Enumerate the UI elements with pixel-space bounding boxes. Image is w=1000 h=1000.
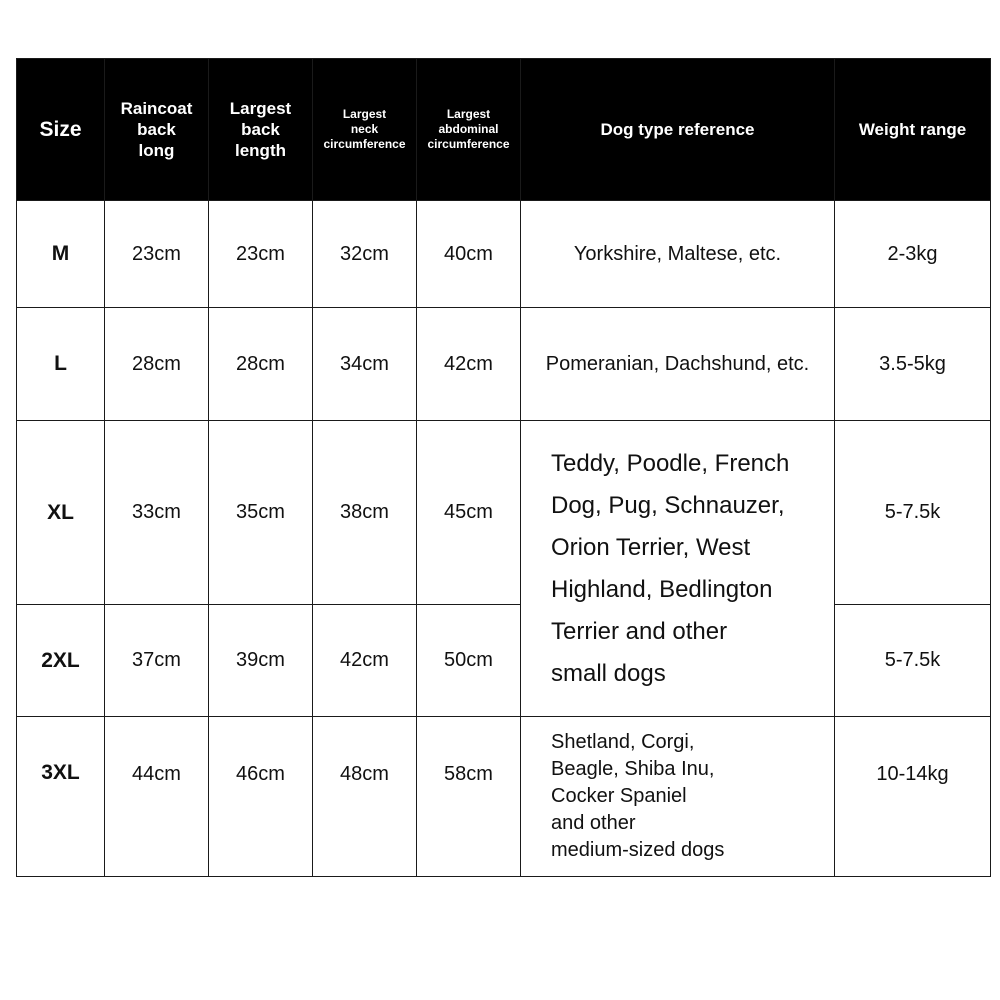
table-row xyxy=(17,201,991,308)
cell-back-long: 44cm xyxy=(105,717,209,877)
cell-weight: 2-3kg xyxy=(835,201,991,308)
table-row xyxy=(17,421,991,605)
cell-back-long: 28cm xyxy=(105,308,209,421)
cell-abdominal: 40cm xyxy=(417,201,521,308)
cell-abdominal: 58cm xyxy=(417,717,521,877)
cell-weight: 5-7.5k xyxy=(835,421,991,605)
cell-abdominal: 50cm xyxy=(417,605,521,717)
cell-back-length: 46cm xyxy=(209,717,313,877)
header-dog-type: Dog type reference xyxy=(521,59,835,201)
cell-back-length: 35cm xyxy=(209,421,313,605)
cell-weight: 5-7.5k xyxy=(835,605,991,717)
cell-neck: 38cm xyxy=(313,421,417,605)
cell-size: L xyxy=(17,308,105,421)
header-weight: Weight range xyxy=(835,59,991,201)
cell-neck: 32cm xyxy=(313,201,417,308)
cell-size: 3XL xyxy=(17,717,105,877)
cell-neck: 48cm xyxy=(313,717,417,877)
cell-size: 2XL xyxy=(17,605,105,717)
cell-abdominal: 45cm xyxy=(417,421,521,605)
header-row xyxy=(17,59,991,201)
cell-neck: 34cm xyxy=(313,308,417,421)
cell-dog-type: Pomeranian, Dachshund, etc. xyxy=(521,308,835,421)
table-row xyxy=(17,308,991,421)
cell-weight: 3.5-5kg xyxy=(835,308,991,421)
cell-back-length: 28cm xyxy=(209,308,313,421)
header-size: Size xyxy=(17,59,105,201)
size-chart-table xyxy=(16,58,991,877)
cell-back-long: 37cm xyxy=(105,605,209,717)
cell-dog-type: Shetland, Corgi, Beagle, Shiba Inu, Cocker Spaniel and other medium-sized dogs xyxy=(521,717,835,877)
cell-size: M xyxy=(17,201,105,308)
cell-weight: 10-14kg xyxy=(835,717,991,877)
cell-back-long: 33cm xyxy=(105,421,209,605)
cell-back-length: 23cm xyxy=(209,201,313,308)
header-abdominal: Largest abdominal circumference xyxy=(417,59,521,201)
header-neck: Largest neck circumference xyxy=(313,59,417,201)
cell-neck: 42cm xyxy=(313,605,417,717)
cell-size: XL xyxy=(17,421,105,605)
cell-dog-type: Yorkshire, Maltese, etc. xyxy=(521,201,835,308)
table-row xyxy=(17,717,991,877)
cell-abdominal: 42cm xyxy=(417,308,521,421)
table-row xyxy=(17,605,991,717)
cell-back-length: 39cm xyxy=(209,605,313,717)
header-back-length: Largest back length xyxy=(209,59,313,201)
cell-dog-type-merged: Teddy, Poodle, French Dog, Pug, Schnauzer, Orion Terrier, West Highland, Bedlington Terrier and other small dogs xyxy=(521,421,835,717)
cell-back-long: 23cm xyxy=(105,201,209,308)
header-back-long: Raincoat back long xyxy=(105,59,209,201)
